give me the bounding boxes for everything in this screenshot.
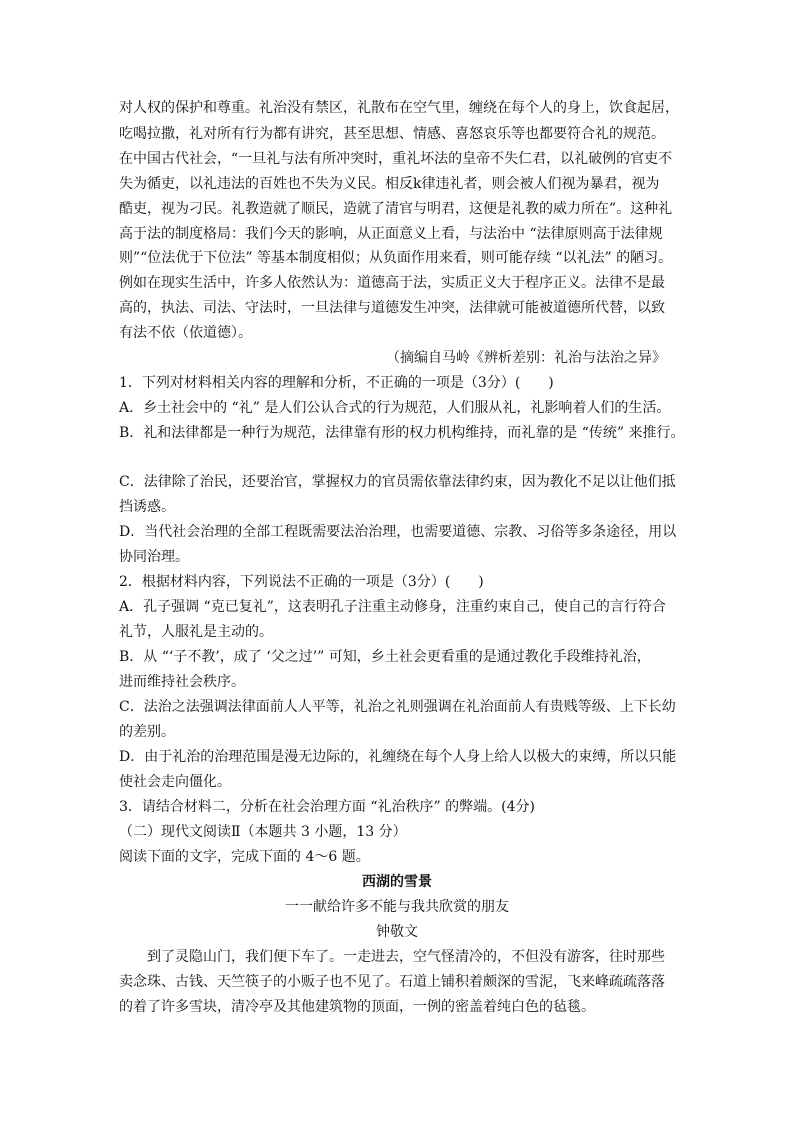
passage-line: 高于法的制度格局：我们今天的影响，从正面意义上看，与法治中 “法律原则高于法律规: [119, 226, 663, 242]
question-2: 2．根据材料内容，下列说法不正确的一项是（3分）( ): [119, 574, 484, 590]
passage-line: 失为循吏，以礼违法的百姓也不失为义民。相反k律违礼者，则会被人们视为暴君，视为: [119, 176, 660, 192]
section-heading: （二）现代文阅读Ⅱ（本题共 3 小题，13 分）: [119, 824, 407, 840]
passage-line: 高的，执法、司法、守法时，一旦法律与道德发生冲突，法律就可能被道德所代替，以致: [119, 300, 665, 316]
article-author: 钟敬文: [376, 924, 418, 940]
option-1c: C．法律除了治民，还要治官，掌握权力的官员需依靠法律约束，因为教化不足以让他们抵: [119, 474, 676, 490]
passage-line: 例如在现实生活中，许多人依然认为：道德高于法，实质正义大于程序正义。法律不是最: [119, 275, 665, 291]
passage-line: 酷吏，视为刁民。礼教造就了顺民，造就了清官与明君，这便是礼教的威力所在”。这种礼: [119, 201, 673, 217]
article-subtitle: 一一献给许多不能与我共欣赏的朋友: [285, 899, 509, 915]
passage-line: 吃喝拉撒，礼对所有行为都有讲究，甚至思想、情感、喜怒哀乐等也都要符合礼的规范。: [119, 126, 665, 142]
passage-line: 则”“位法优于下位法” 等基本制度相似；从负面作用来看，则可能存续 “以礼法” 的陋习。: [119, 250, 673, 266]
question-1: 1．下列对材料相关内容的理解和分析，不正确的一项是（3分）( ): [119, 375, 554, 391]
option-2a-cont: 礼节，人服礼是主动的。: [119, 624, 273, 640]
option-2c-cont: 的差别。: [119, 724, 175, 740]
option-1a: A．乡土社会中的 “礼” 是人们公认合式的行为规范，人们服从礼，礼影响着人们的生活。: [119, 400, 671, 416]
option-2c: C．法治之法强调法律面前人人平等，礼治之礼则强调在礼治面前人有贵贱等级、上下长幼: [119, 699, 676, 715]
option-1b: B．礼和法律都是一种行为规范，法律靠有形的权力机构维持，而礼靠的是 “传统” 来推行。: [119, 425, 685, 441]
passage-line: 在中国古代社会，“一旦礼与法有所冲突时，重礼坏法的皇帝不失仁君，以礼破例的官吏不: [119, 151, 673, 167]
article-line: 卖念珠、古钱、天竺筷子的小贩子也不见了。石道上铺积着颇深的雪泥，飞来峰疏疏落落: [119, 974, 665, 990]
article-line: 到了灵隐山门，我们便下车了。一走进去，空气怪清冷的，不但没有游客，往时那些: [147, 949, 665, 965]
option-1d-cont: 协同治理。: [119, 549, 189, 565]
option-2b-cont: 进而维持社会秩序。: [119, 674, 245, 690]
article-line: 的着了许多雪块，清冷亭及其他建筑物的顶面，一例的密盖着纯白色的毡毯。: [119, 999, 595, 1015]
article-title: 西湖的雪景: [362, 874, 432, 890]
option-1c-cont: 挡诱惑。: [119, 499, 175, 515]
option-2d-cont: 使社会走向僵化。: [119, 774, 231, 790]
passage-line: 有法不依（依道德）。: [119, 325, 252, 341]
option-2b: B．从 “‘子不教’，成了 ‘父之过’” 可知，乡土社会更看重的是通过教化手段维持礼治，: [119, 649, 651, 665]
question-3: 3．请结合材料二，分析在社会治理方面 “礼治秩序” 的弊端。(4分): [119, 799, 535, 815]
passage-line: 对人权的保护和尊重。礼治没有禁区，礼散布在空气里，缠绕在每个人的身上，饮食起居，: [119, 100, 679, 116]
passage-source: （摘编自马岭《辨析差别：礼治与法治之异》: [386, 350, 666, 366]
section-instruction: 阅读下面的文字，完成下面的 4～6 题。: [119, 849, 370, 865]
option-2a: A．孔子强调 “克已复礼”，这表明孔子注重主动修身，注重约束自己，使自己的言行符合: [119, 599, 666, 615]
option-2d: D．由于礼治的治理范围是漫无边际的，礼缠绕在每个人身上给人以极大的束缚，所以只能: [119, 749, 677, 765]
option-1d: D．当代社会治理的全部工程既需要法治治理，也需要道德、宗教、习俗等多条途径，用以: [119, 524, 677, 540]
